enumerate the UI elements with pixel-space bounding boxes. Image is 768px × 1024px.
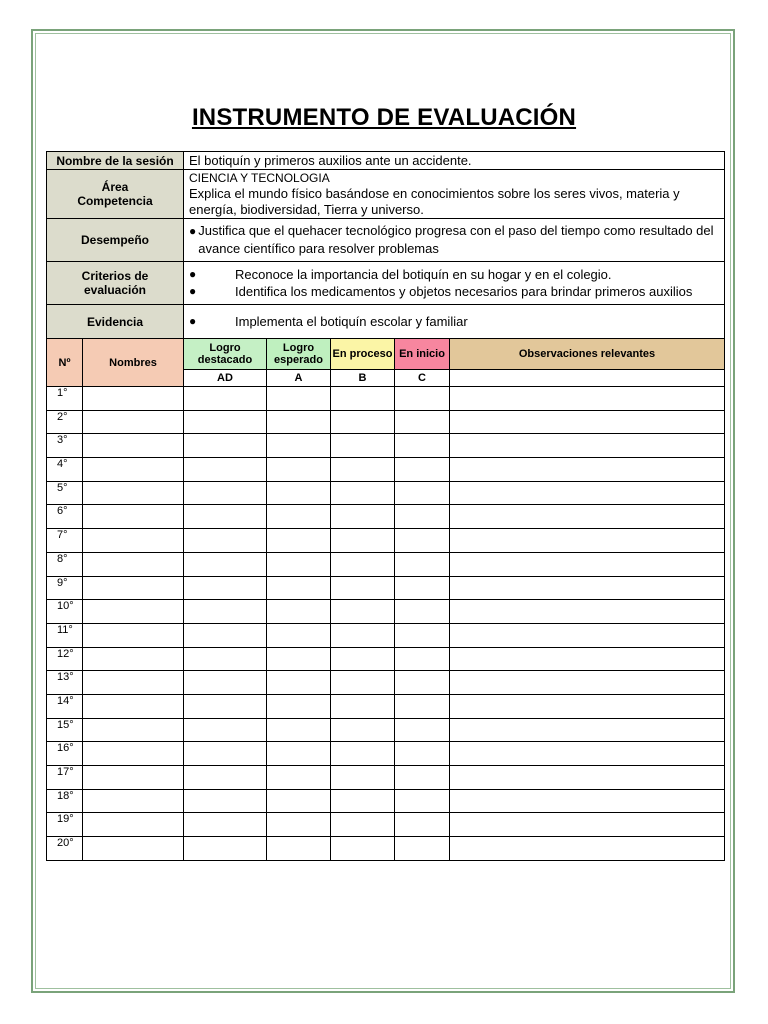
- c-cell[interactable]: [395, 576, 450, 600]
- c-cell[interactable]: [395, 671, 450, 695]
- area-competencia-label: [47, 170, 184, 219]
- obs-cell[interactable]: [450, 505, 725, 529]
- row-number: 12°: [47, 647, 83, 671]
- bullet-icon: ●: [189, 314, 197, 328]
- table-row: [47, 623, 725, 647]
- ad-cell[interactable]: [184, 623, 267, 647]
- c-cell[interactable]: [395, 505, 450, 529]
- name-cell[interactable]: [83, 410, 184, 434]
- a-cell[interactable]: [267, 529, 331, 553]
- b-cell[interactable]: [331, 505, 395, 529]
- c-cell[interactable]: [395, 458, 450, 482]
- session-info-table: [46, 151, 725, 339]
- b-cell[interactable]: [331, 742, 395, 766]
- b-cell[interactable]: [331, 600, 395, 624]
- level-a: A: [267, 370, 331, 387]
- evidencia-value: Implementa el botiquín escolar y familiar: [235, 314, 468, 329]
- b-cell[interactable]: [331, 410, 395, 434]
- area-row: [47, 170, 725, 219]
- row-number: 10°: [47, 600, 83, 624]
- document-title: INSTRUMENTO DE EVALUACIÓN: [191, 104, 577, 131]
- ad-cell[interactable]: [184, 671, 267, 695]
- b-cell[interactable]: [331, 387, 395, 411]
- row-number: 1°: [47, 387, 83, 411]
- ad-cell[interactable]: [184, 481, 267, 505]
- ad-cell[interactable]: [184, 742, 267, 766]
- name-cell[interactable]: [83, 434, 184, 458]
- row-number: 4°: [47, 458, 83, 482]
- obs-cell[interactable]: [450, 600, 725, 624]
- obs-cell[interactable]: [450, 671, 725, 695]
- a-cell[interactable]: [267, 387, 331, 411]
- evidencia-label: Evidencia: [47, 305, 184, 339]
- evidencia-row: [47, 305, 725, 339]
- table-row: [47, 671, 725, 695]
- obs-cell[interactable]: [450, 576, 725, 600]
- b-cell[interactable]: [331, 671, 395, 695]
- table-row: [47, 647, 725, 671]
- c-cell[interactable]: [395, 742, 450, 766]
- table-row: [47, 742, 725, 766]
- name-cell[interactable]: [83, 529, 184, 553]
- row-number: 8°: [47, 552, 83, 576]
- desempeno-cell: [184, 219, 725, 262]
- obs-cell[interactable]: [450, 742, 725, 766]
- obs-cell[interactable]: [450, 529, 725, 553]
- obs-cell[interactable]: [450, 694, 725, 718]
- ad-cell[interactable]: [184, 410, 267, 434]
- row-number: 7°: [47, 529, 83, 553]
- obs-cell[interactable]: [450, 387, 725, 411]
- evidencia-cell: [184, 305, 725, 339]
- name-cell[interactable]: [83, 505, 184, 529]
- c-cell[interactable]: [395, 718, 450, 742]
- name-cell[interactable]: [83, 718, 184, 742]
- col-nombres-header: Nombres: [83, 339, 184, 387]
- obs-cell[interactable]: [450, 718, 725, 742]
- ad-cell[interactable]: [184, 600, 267, 624]
- table-row: [47, 481, 725, 505]
- row-number: 20°: [47, 837, 83, 861]
- col-c-header: En inicio: [395, 339, 450, 370]
- obs-cell[interactable]: [450, 623, 725, 647]
- a-cell[interactable]: [267, 623, 331, 647]
- row-number: 2°: [47, 410, 83, 434]
- ad-cell[interactable]: [184, 837, 267, 861]
- table-row: [47, 434, 725, 458]
- a-cell[interactable]: [267, 766, 331, 790]
- b-cell[interactable]: [331, 647, 395, 671]
- table-row: [47, 766, 725, 790]
- table-row: [47, 505, 725, 529]
- name-cell[interactable]: [83, 837, 184, 861]
- criterios-cell: [184, 262, 725, 305]
- evaluation-table: [46, 338, 725, 861]
- a-cell[interactable]: [267, 718, 331, 742]
- area-competencia-value: [184, 170, 725, 219]
- obs-cell[interactable]: [450, 647, 725, 671]
- c-cell[interactable]: [395, 600, 450, 624]
- name-cell[interactable]: [83, 813, 184, 837]
- ad-cell[interactable]: [184, 529, 267, 553]
- competencia-value: Explica el mundo físico basándose en conocimientos sobre los seres vivos, materia y energía, biodiversidad, Tierra y universo.: [189, 186, 680, 217]
- obs-cell[interactable]: [450, 410, 725, 434]
- name-cell[interactable]: [83, 647, 184, 671]
- row-number: 19°: [47, 813, 83, 837]
- col-ad-header: Logro destacado: [184, 339, 267, 370]
- session-label: Nombre de la sesión: [47, 152, 184, 170]
- a-cell[interactable]: [267, 789, 331, 813]
- area-label: Área: [101, 180, 129, 194]
- row-number: 11°: [47, 623, 83, 647]
- desempeno-row: [47, 219, 725, 262]
- level-ad: AD: [184, 370, 267, 387]
- ad-cell[interactable]: [184, 718, 267, 742]
- name-cell[interactable]: [83, 742, 184, 766]
- obs-cell[interactable]: [450, 458, 725, 482]
- obs-level-empty: [450, 370, 725, 387]
- ad-cell[interactable]: [184, 387, 267, 411]
- evidencia-line: [189, 313, 719, 330]
- level-b: B: [331, 370, 395, 387]
- name-cell[interactable]: [83, 694, 184, 718]
- b-cell[interactable]: [331, 434, 395, 458]
- name-cell[interactable]: [83, 789, 184, 813]
- row-number: 6°: [47, 505, 83, 529]
- criterio-text: Identifica los medicamentos y objetos necesarios para brindar primeros auxilios: [235, 284, 693, 299]
- name-cell[interactable]: [83, 766, 184, 790]
- desempeno-value: Justifica que el quehacer tecnológico progresa con el paso del tiempo como resultado del avance científico para resolver problemas: [198, 223, 714, 256]
- c-cell[interactable]: [395, 766, 450, 790]
- ad-cell[interactable]: [184, 813, 267, 837]
- criterios-row: [47, 262, 725, 305]
- b-cell[interactable]: [331, 718, 395, 742]
- a-cell[interactable]: [267, 434, 331, 458]
- row-number: 17°: [47, 766, 83, 790]
- competencia-label: Competencia: [77, 194, 153, 208]
- table-row: [47, 576, 725, 600]
- obs-cell[interactable]: [450, 813, 725, 837]
- a-cell[interactable]: [267, 505, 331, 529]
- a-cell[interactable]: [267, 458, 331, 482]
- name-cell[interactable]: [83, 387, 184, 411]
- table-row: [47, 694, 725, 718]
- row-number: 15°: [47, 718, 83, 742]
- ad-cell[interactable]: [184, 505, 267, 529]
- c-cell[interactable]: [395, 623, 450, 647]
- b-cell[interactable]: [331, 813, 395, 837]
- ad-cell[interactable]: [184, 576, 267, 600]
- row-number: 3°: [47, 434, 83, 458]
- table-row: [47, 718, 725, 742]
- name-cell[interactable]: [83, 623, 184, 647]
- b-cell[interactable]: [331, 552, 395, 576]
- row-number: 14°: [47, 694, 83, 718]
- c-cell[interactable]: [395, 434, 450, 458]
- c-cell[interactable]: [395, 552, 450, 576]
- b-cell[interactable]: [331, 529, 395, 553]
- ad-cell[interactable]: [184, 647, 267, 671]
- a-cell[interactable]: [267, 671, 331, 695]
- row-number: 18°: [47, 789, 83, 813]
- table-row: [47, 837, 725, 861]
- ad-cell[interactable]: [184, 766, 267, 790]
- col-b-header: En proceso: [331, 339, 395, 370]
- row-number: 5°: [47, 481, 83, 505]
- session-value: El botiquín y primeros auxilios ante un accidente.: [184, 152, 725, 170]
- obs-cell[interactable]: [450, 552, 725, 576]
- table-row: [47, 458, 725, 482]
- b-cell[interactable]: [331, 837, 395, 861]
- b-cell[interactable]: [331, 766, 395, 790]
- level-c: C: [395, 370, 450, 387]
- b-cell[interactable]: [331, 789, 395, 813]
- c-cell[interactable]: [395, 481, 450, 505]
- session-row: [47, 152, 725, 170]
- a-cell[interactable]: [267, 647, 331, 671]
- bullet-icon: ●: [189, 284, 197, 298]
- col-no-header: Nº: [47, 339, 83, 387]
- a-cell[interactable]: [267, 742, 331, 766]
- criterio-text: Reconoce la importancia del botiquín en su hogar y en el colegio.: [235, 267, 612, 282]
- col-a-header: Logro esperado: [267, 339, 331, 370]
- c-cell[interactable]: [395, 647, 450, 671]
- name-cell[interactable]: [83, 600, 184, 624]
- name-cell[interactable]: [83, 671, 184, 695]
- table-row: [47, 552, 725, 576]
- a-cell[interactable]: [267, 694, 331, 718]
- c-cell[interactable]: [395, 387, 450, 411]
- obs-cell[interactable]: [450, 837, 725, 861]
- c-cell[interactable]: [395, 694, 450, 718]
- table-row: [47, 813, 725, 837]
- a-cell[interactable]: [267, 552, 331, 576]
- table-row: [47, 387, 725, 411]
- ad-cell[interactable]: [184, 552, 267, 576]
- table-row: [47, 529, 725, 553]
- bullet-icon: ●: [189, 224, 197, 238]
- name-cell[interactable]: [83, 576, 184, 600]
- row-number: 13°: [47, 671, 83, 695]
- obs-cell[interactable]: [450, 434, 725, 458]
- table-row: [47, 789, 725, 813]
- a-cell[interactable]: [267, 576, 331, 600]
- table-row: [47, 600, 725, 624]
- bullet-icon: ●: [189, 267, 197, 281]
- col-obs-header: Observaciones relevantes: [450, 339, 725, 370]
- criterio-item: [189, 266, 719, 283]
- ad-cell[interactable]: [184, 789, 267, 813]
- b-cell[interactable]: [331, 623, 395, 647]
- obs-cell[interactable]: [450, 481, 725, 505]
- name-cell[interactable]: [83, 552, 184, 576]
- desempeno-label: Desempeño: [47, 219, 184, 262]
- eval-rows: [47, 387, 725, 861]
- b-cell[interactable]: [331, 576, 395, 600]
- c-cell[interactable]: [395, 410, 450, 434]
- a-cell[interactable]: [267, 600, 331, 624]
- obs-cell[interactable]: [450, 789, 725, 813]
- area-value: CIENCIA Y TECNOLOGIA: [189, 171, 330, 185]
- c-cell[interactable]: [395, 529, 450, 553]
- a-cell[interactable]: [267, 410, 331, 434]
- criterios-label: Criterios de evaluación: [47, 262, 184, 305]
- c-cell[interactable]: [395, 837, 450, 861]
- c-cell[interactable]: [395, 813, 450, 837]
- a-cell[interactable]: [267, 837, 331, 861]
- table-row: [47, 410, 725, 434]
- ad-cell[interactable]: [184, 434, 267, 458]
- a-cell[interactable]: [267, 813, 331, 837]
- b-cell[interactable]: [331, 458, 395, 482]
- b-cell[interactable]: [331, 481, 395, 505]
- b-cell[interactable]: [331, 694, 395, 718]
- eval-header-row: [47, 339, 725, 370]
- criterio-item: [189, 283, 719, 300]
- c-cell[interactable]: [395, 789, 450, 813]
- row-number: 9°: [47, 576, 83, 600]
- name-cell[interactable]: [83, 481, 184, 505]
- name-cell[interactable]: [83, 458, 184, 482]
- ad-cell[interactable]: [184, 694, 267, 718]
- ad-cell[interactable]: [184, 458, 267, 482]
- row-number: 16°: [47, 742, 83, 766]
- a-cell[interactable]: [267, 481, 331, 505]
- obs-cell[interactable]: [450, 766, 725, 790]
